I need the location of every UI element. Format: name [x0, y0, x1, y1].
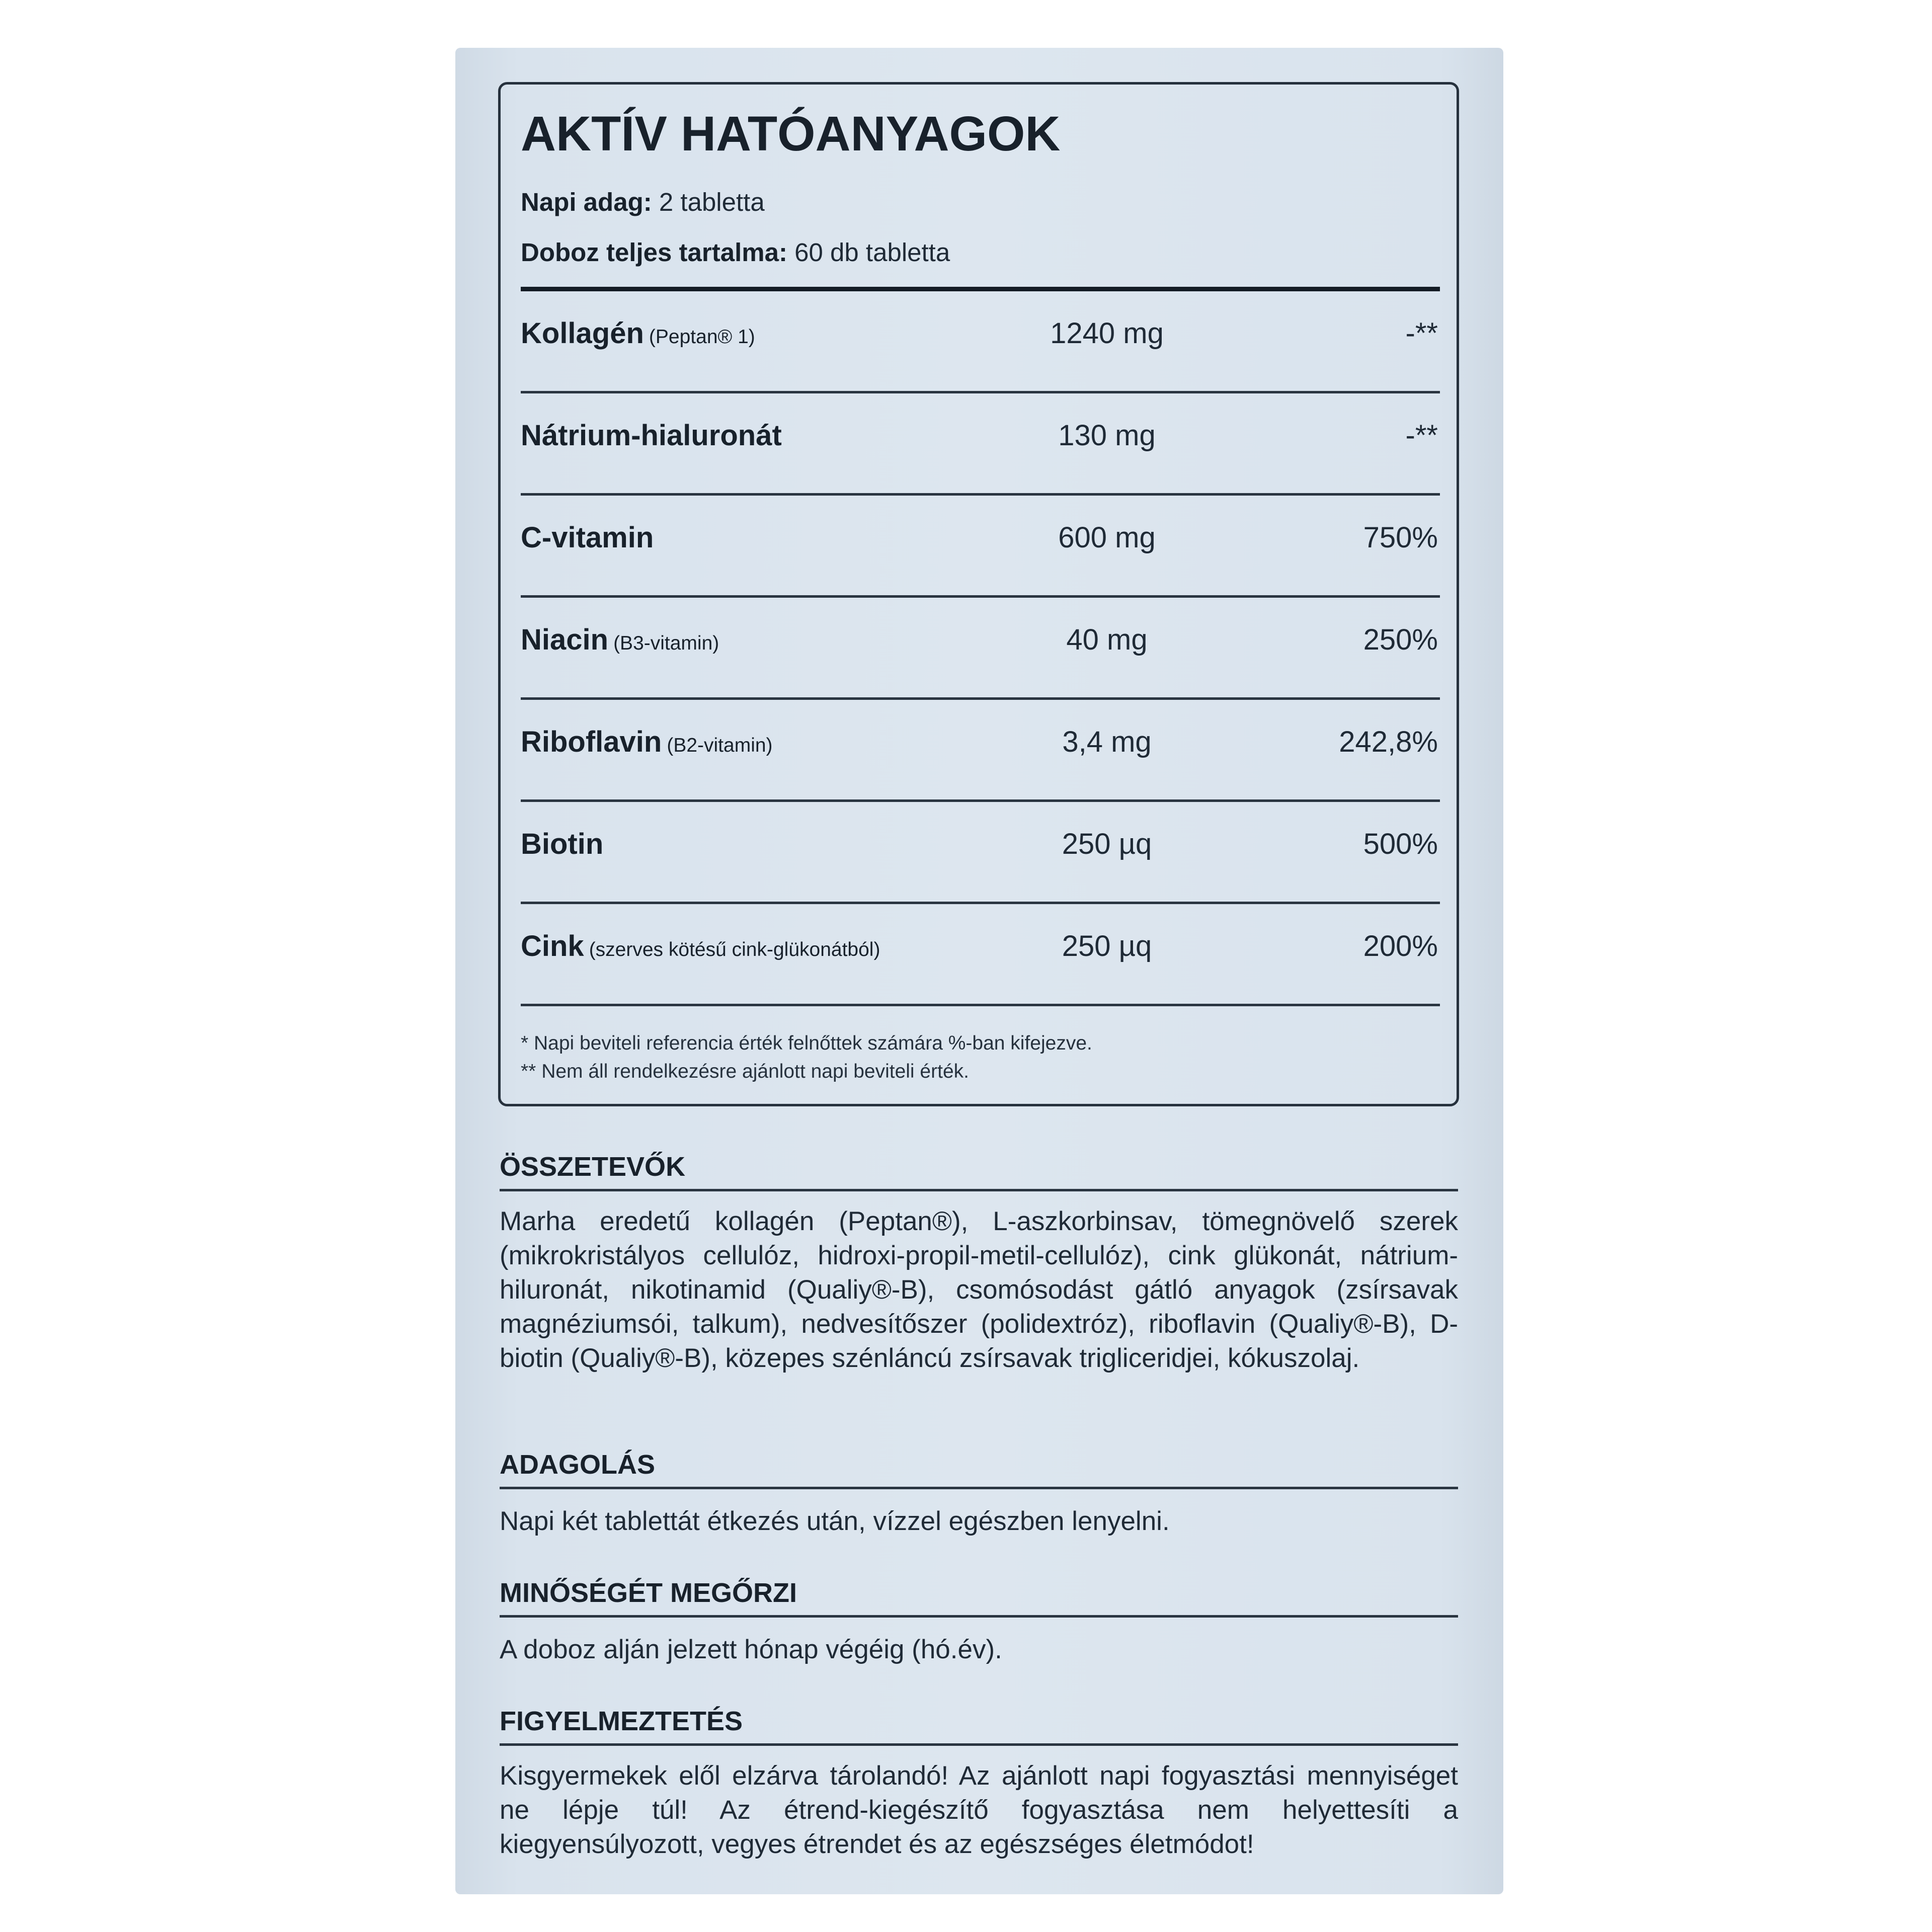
warning-title: FIGYELMEZTETÉS — [500, 1706, 743, 1736]
footnote-no-value: ** Nem áll rendelkezésre ajánlott napi beviteli érték. — [521, 1061, 969, 1082]
serving-size — [521, 187, 765, 217]
panel-title: AKTÍV HATÓANYAGOK — [521, 106, 1061, 161]
row-sub: (B2-vitamin) — [667, 735, 773, 756]
row-sub: (szerves kötésű cink-glükonátból) — [589, 939, 880, 960]
row-amount: 130 mg — [1058, 419, 1156, 452]
header-divider — [521, 287, 1440, 291]
row-sub: (B3-vitamin) — [613, 632, 719, 654]
dosage-text: Napi két tablettát étkezés után, vízzel egészben lenyelni. — [500, 1506, 1170, 1536]
row-ref: 250% — [1363, 623, 1438, 656]
box-contents — [521, 237, 950, 267]
table-row — [521, 598, 1440, 700]
warning-divider — [500, 1743, 1458, 1746]
ingredients-text: Marha eredetű kollagén (Peptan®), L-aszkorbinsav, tömegnövelő szerek (mikrokristályos cellulóz, hidroxi-propil-metil-cellulóz), cink glükonát, nátrium-hiluronát, nikotinamid (Qualiy®-B), csomósodást gátló anyagok (zsírsavak magnéziumsói, talkum), nedvesítőszer (polidextróz), riboflavin (Qualiy®-B), D-biotin (Qualiy®-B), közepes szénláncú zsírsavak trigliceridjei, kókuszolaj. — [500, 1206, 1458, 1373]
row-name: Cink (szerves kötésű cink-glükonátból) — [521, 930, 880, 962]
contents-value: 60 db tabletta — [794, 238, 950, 267]
row-name: C-vitamin — [521, 521, 654, 554]
warning-text: Kisgyermekek elől elzárva tárolandó! Az ajánlott napi fogyasztási mennyiséget ne lépje túl! Az étrend-kiegészítő fogyasztása nem helyettesíti a kiegyensúlyozott, vegyes étrendet és az egészséges életmódot! — [500, 1761, 1458, 1859]
table-row — [521, 291, 1440, 393]
ingredients-title: ÖSSZETEVŐK — [500, 1152, 686, 1182]
row-ref: 750% — [1363, 521, 1438, 554]
row-amount: 250 µq — [1062, 828, 1152, 860]
table-row — [521, 904, 1440, 1006]
row-name: Kollagén (Peptan® 1) — [521, 317, 755, 350]
shelf-life-divider — [500, 1615, 1458, 1618]
shelf-life-text: A doboz alján jelzett hónap végéig (hó.év). — [500, 1635, 1002, 1664]
table-row — [521, 802, 1440, 904]
row-amount: 600 mg — [1058, 521, 1156, 554]
row-ref: 200% — [1363, 930, 1438, 962]
dosage-title: ADAGOLÁS — [500, 1450, 655, 1480]
table-row — [521, 700, 1440, 802]
row-amount: 250 µq — [1062, 930, 1152, 962]
row-ref: -** — [1405, 419, 1438, 452]
row-ref: -** — [1405, 317, 1438, 350]
dosage-divider — [500, 1487, 1458, 1489]
contents-label: Doboz teljes tartalma: — [521, 238, 787, 267]
row-amount: 40 mg — [1066, 623, 1148, 656]
row-amount: 3,4 mg — [1062, 726, 1152, 758]
row-name: Nátrium-hialuronát — [521, 419, 782, 452]
row-sub: (Peptan® 1) — [649, 326, 755, 348]
shelf-life-title: MINŐSÉGÉT MEGŐRZI — [500, 1578, 797, 1608]
row-amount: 1240 mg — [1050, 317, 1164, 350]
row-name: Niacin (B3-vitamin) — [521, 623, 719, 656]
row-name: Biotin — [521, 828, 604, 860]
table-row — [521, 496, 1440, 598]
serving-label: Napi adag: — [521, 188, 652, 216]
footnote-reference: * Napi beviteli referencia érték felnőttek számára %-ban kifejezve. — [521, 1032, 1092, 1054]
row-ref: 500% — [1363, 828, 1438, 860]
row-ref: 242,8% — [1339, 726, 1438, 758]
table-row — [521, 393, 1440, 496]
serving-value: 2 tabletta — [659, 188, 765, 216]
ingredients-divider — [500, 1189, 1458, 1191]
row-name: Riboflavin (B2-vitamin) — [521, 726, 773, 758]
